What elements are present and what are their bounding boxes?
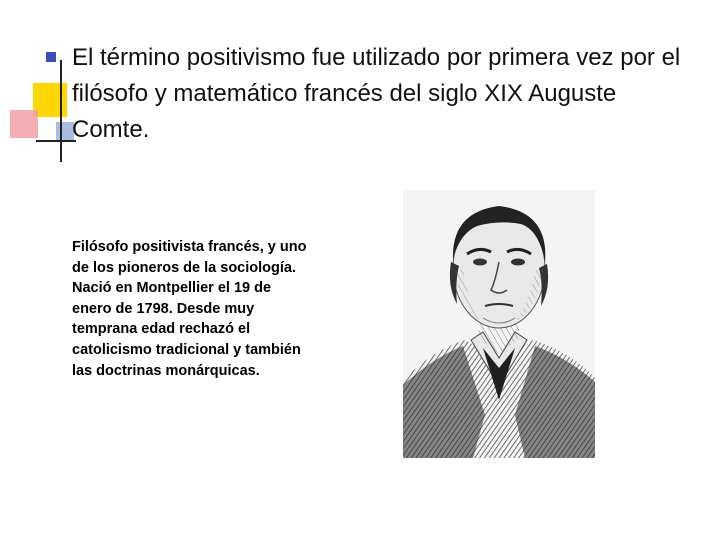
portrait-engraving-icon — [403, 190, 595, 458]
decorative-vertical-line — [60, 60, 62, 162]
bullet-text: El término positivismo fue utilizado por primera vez por el filósofo y matemático francés del siglo XIX Auguste Comte. — [72, 44, 681, 143]
portrait-image — [403, 190, 595, 458]
decorative-horizontal-line — [36, 140, 76, 142]
decorative-red-square — [10, 110, 38, 138]
square-bullet-icon — [46, 52, 56, 62]
biography-text: Filósofo positivista francés, y uno de los pioneros de la sociología. Nació en Montpellier el 19 de enero de 1798. Desde muy temprana edad rechazó el catolicismo tradicional y también las doctrinas monárquicas. — [72, 239, 307, 379]
